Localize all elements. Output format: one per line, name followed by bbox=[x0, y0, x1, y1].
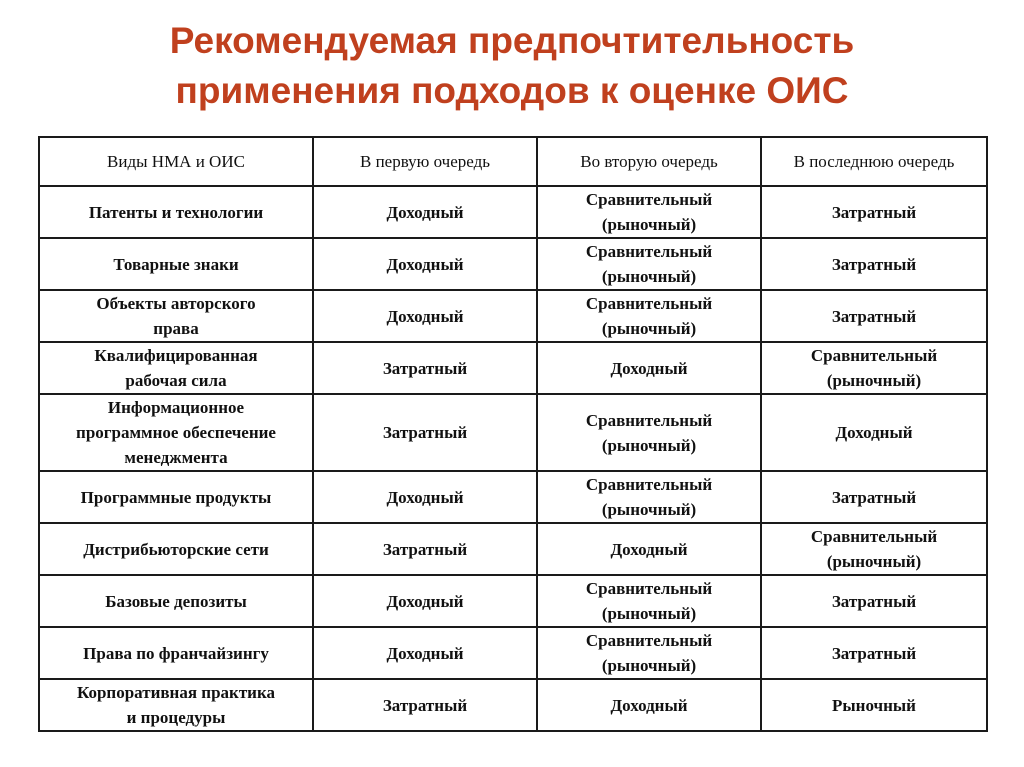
last-priority-cell: Затратный bbox=[761, 627, 987, 679]
second-priority-cell: Доходный bbox=[537, 679, 761, 731]
asset-type-cell: Базовые депозиты bbox=[39, 575, 313, 627]
table-row bbox=[39, 679, 987, 731]
last-priority-cell: Сравнительный (рыночный) bbox=[761, 342, 987, 394]
table-row bbox=[39, 627, 987, 679]
table-row bbox=[39, 471, 987, 523]
header-first-priority: В первую очередь bbox=[313, 137, 537, 186]
second-priority-cell: Сравнительный (рыночный) bbox=[537, 394, 761, 471]
last-priority-cell: Затратный bbox=[761, 238, 987, 290]
first-priority-cell: Доходный bbox=[313, 238, 537, 290]
last-priority-cell: Рыночный bbox=[761, 679, 987, 731]
last-priority-cell: Затратный bbox=[761, 575, 987, 627]
second-priority-cell: Доходный bbox=[537, 523, 761, 575]
second-priority-cell: Сравнительный (рыночный) bbox=[537, 575, 761, 627]
second-priority-cell: Сравнительный (рыночный) bbox=[537, 290, 761, 342]
asset-type-cell: Объекты авторского права bbox=[39, 290, 313, 342]
slide-title-line-1: Рекомендуемая предпочтительность bbox=[169, 20, 855, 61]
table-row bbox=[39, 575, 987, 627]
approach-preference-table bbox=[38, 136, 988, 732]
first-priority-cell: Затратный bbox=[313, 679, 537, 731]
first-priority-cell: Доходный bbox=[313, 627, 537, 679]
first-priority-cell: Затратный bbox=[313, 342, 537, 394]
asset-type-cell: Права по франчайзингу bbox=[39, 627, 313, 679]
last-priority-cell: Затратный bbox=[761, 290, 987, 342]
header-last-priority: В последнюю очередь bbox=[761, 137, 987, 186]
second-priority-cell: Доходный bbox=[537, 342, 761, 394]
slide-title-line-2: применения подходов к оценке ОИС bbox=[175, 70, 849, 111]
header-asset-type: Виды НМА и ОИС bbox=[39, 137, 313, 186]
table-row bbox=[39, 290, 987, 342]
first-priority-cell: Затратный bbox=[313, 523, 537, 575]
header-second-priority: Во вторую очередь bbox=[537, 137, 761, 186]
asset-type-cell: Квалифицированная рабочая сила bbox=[39, 342, 313, 394]
table-header-row bbox=[39, 137, 987, 186]
asset-type-cell: Информационное программное обеспечение менеджмента bbox=[39, 394, 313, 471]
asset-type-cell: Товарные знаки bbox=[39, 238, 313, 290]
last-priority-cell: Затратный bbox=[761, 186, 987, 238]
table-row bbox=[39, 342, 987, 394]
first-priority-cell: Затратный bbox=[313, 394, 537, 471]
second-priority-cell: Сравнительный (рыночный) bbox=[537, 627, 761, 679]
last-priority-cell: Сравнительный (рыночный) bbox=[761, 523, 987, 575]
asset-type-cell: Патенты и технологии bbox=[39, 186, 313, 238]
asset-type-cell: Корпоративная практика и процедуры bbox=[39, 679, 313, 731]
first-priority-cell: Доходный bbox=[313, 290, 537, 342]
first-priority-cell: Доходный bbox=[313, 575, 537, 627]
asset-type-cell: Программные продукты bbox=[39, 471, 313, 523]
second-priority-cell: Сравнительный (рыночный) bbox=[537, 238, 761, 290]
second-priority-cell: Сравнительный (рыночный) bbox=[537, 186, 761, 238]
table-row bbox=[39, 186, 987, 238]
table-row bbox=[39, 523, 987, 575]
second-priority-cell: Сравнительный (рыночный) bbox=[537, 471, 761, 523]
table-row bbox=[39, 238, 987, 290]
slide-title bbox=[0, 16, 1024, 116]
first-priority-cell: Доходный bbox=[313, 471, 537, 523]
first-priority-cell: Доходный bbox=[313, 186, 537, 238]
asset-type-cell: Дистрибьюторские сети bbox=[39, 523, 313, 575]
last-priority-cell: Доходный bbox=[761, 394, 987, 471]
last-priority-cell: Затратный bbox=[761, 471, 987, 523]
table-row bbox=[39, 394, 987, 471]
